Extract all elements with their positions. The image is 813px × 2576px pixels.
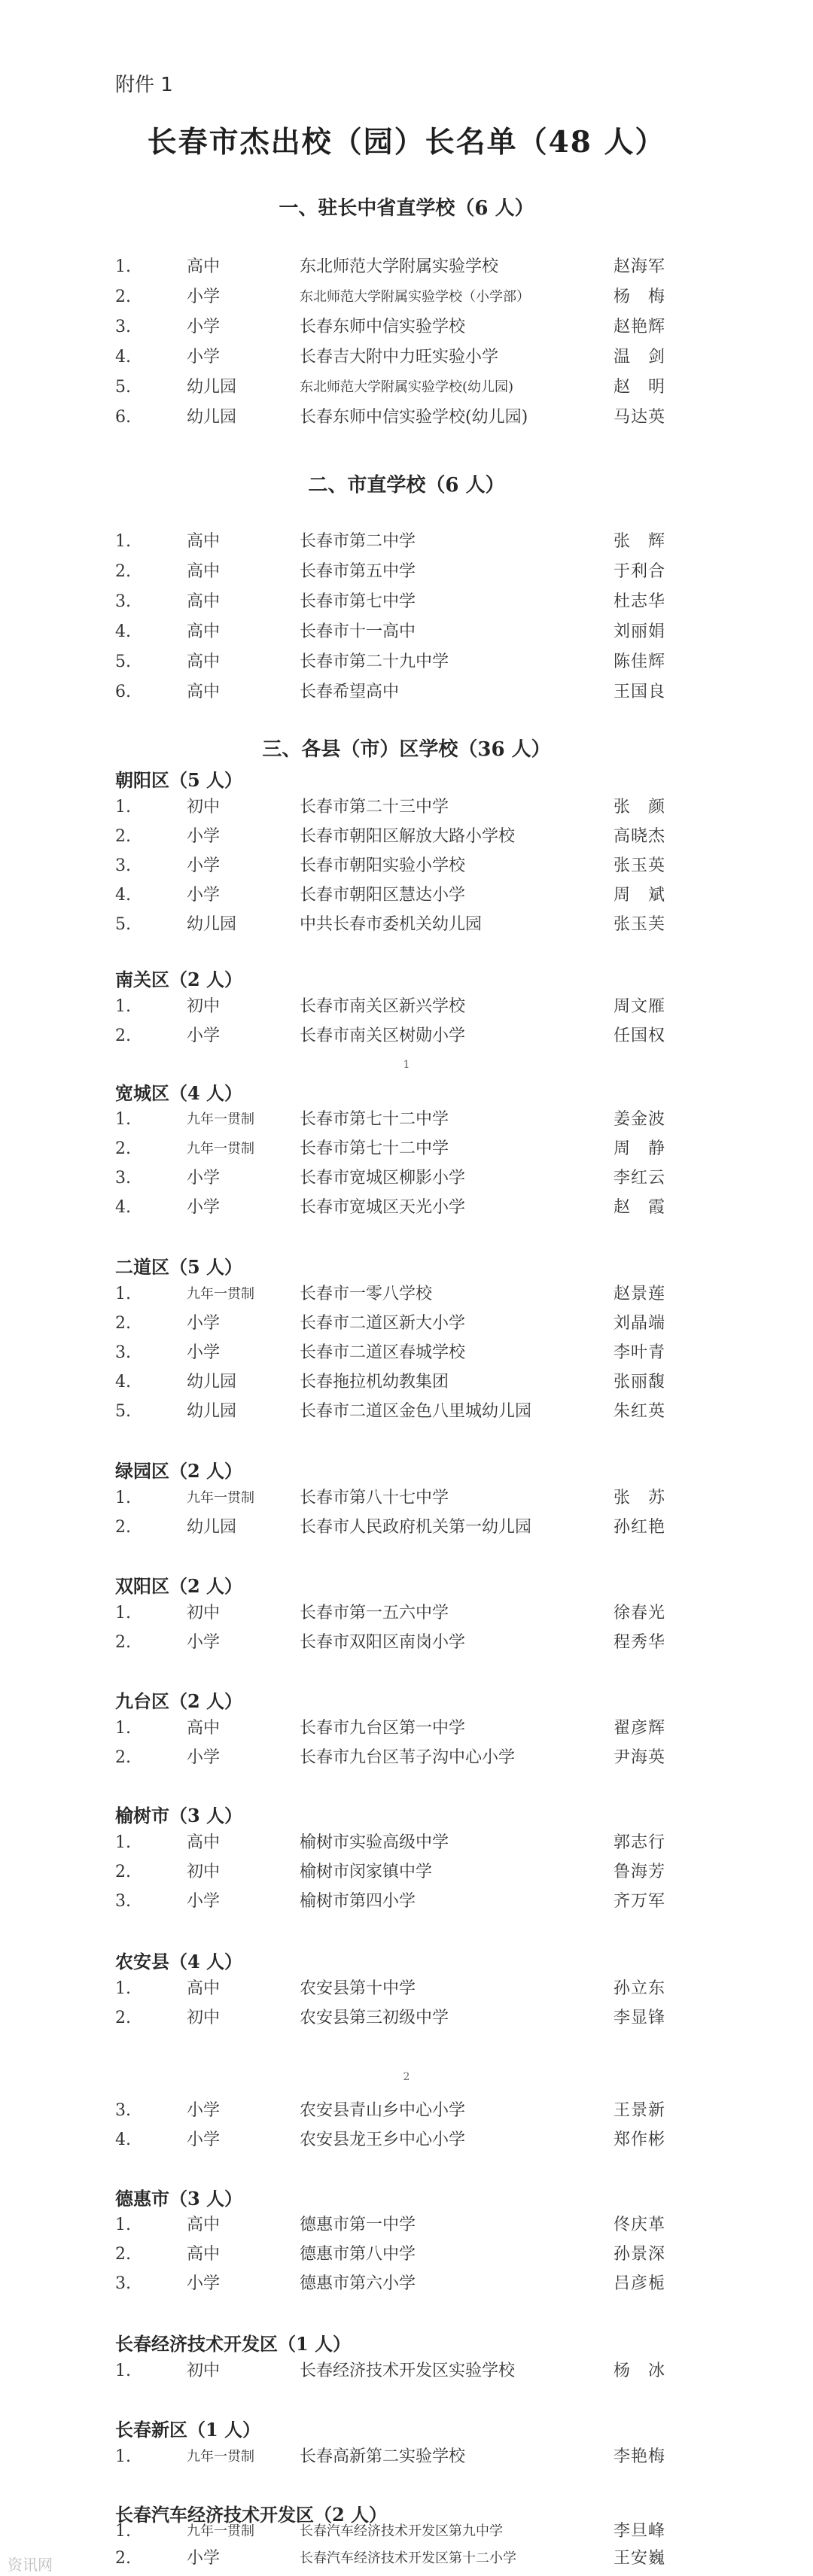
row-person: 孙红艳 bbox=[614, 1518, 666, 1537]
row-level: 九年一贯制 bbox=[187, 1141, 254, 1157]
table-row bbox=[0, 1164, 813, 1193]
table-row bbox=[0, 1744, 813, 1772]
row-level: 幼儿园 bbox=[187, 408, 237, 427]
row-school: 长春市第二中学 bbox=[300, 532, 416, 551]
row-number: 3. bbox=[115, 592, 131, 611]
row-school: 中共长春市委机关幼儿园 bbox=[300, 915, 483, 934]
row-number: 2. bbox=[115, 287, 131, 306]
row-school: 长春市二道区春城学校 bbox=[300, 1343, 466, 1362]
row-school: 长春市人民政府机关第一幼儿园 bbox=[300, 1518, 532, 1537]
row-level: 小学 bbox=[187, 2101, 221, 2120]
row-level: 小学 bbox=[187, 856, 221, 875]
row-number: 2. bbox=[115, 1863, 131, 1881]
attachment-label: 附件 1 bbox=[115, 74, 173, 96]
row-number: 2. bbox=[115, 2009, 131, 2027]
row-number: 1. bbox=[115, 257, 131, 276]
row-number: 4. bbox=[115, 886, 131, 905]
table-row bbox=[0, 1280, 813, 1309]
table-row bbox=[0, 618, 813, 646]
row-person: 赵 明 bbox=[614, 378, 666, 397]
district-heading: 双阳区（2 人） bbox=[115, 1575, 243, 1597]
table-row bbox=[0, 2211, 813, 2240]
row-number: 2. bbox=[115, 2245, 131, 2264]
row-level: 幼儿园 bbox=[187, 1518, 237, 1537]
row-person: 马达英 bbox=[614, 408, 666, 427]
table-row bbox=[0, 1829, 813, 1857]
table-row bbox=[0, 2004, 813, 2033]
row-person: 杨 梅 bbox=[614, 287, 666, 306]
table-row bbox=[0, 313, 813, 342]
row-number: 4. bbox=[115, 1373, 131, 1391]
row-person: 张玉芙 bbox=[614, 915, 666, 934]
table-row bbox=[0, 403, 813, 432]
row-level: 初中 bbox=[187, 2362, 221, 2380]
row-level: 小学 bbox=[187, 318, 221, 336]
section-heading-2: 二、市直学校（6 人） bbox=[308, 474, 505, 497]
row-number: 5. bbox=[115, 378, 131, 397]
row-school: 长春市南关区树勋小学 bbox=[300, 1026, 466, 1045]
row-number: 1. bbox=[115, 2447, 131, 2466]
row-person: 赵景莲 bbox=[614, 1285, 666, 1303]
section-heading-3: 三、各县（市）区学校（36 人） bbox=[262, 738, 551, 761]
row-level: 高中 bbox=[187, 683, 221, 701]
row-number: 2. bbox=[115, 1314, 131, 1333]
row-school: 德惠市第六小学 bbox=[300, 2274, 416, 2293]
row-school: 长春市十一高中 bbox=[300, 622, 416, 641]
row-person: 李艳梅 bbox=[614, 2447, 666, 2466]
row-school: 农安县龙王乡中心小学 bbox=[300, 2130, 466, 2149]
row-level: 小学 bbox=[187, 1169, 221, 1188]
row-school: 长春市第二十九中学 bbox=[300, 652, 449, 671]
row-number: 4. bbox=[115, 348, 131, 366]
row-school: 长春市朝阳实验小学校 bbox=[300, 856, 466, 875]
district-heading: 绿园区（2 人） bbox=[115, 1460, 243, 1482]
row-school: 长春市一零八学校 bbox=[300, 1285, 433, 1303]
row-number: 4. bbox=[115, 622, 131, 641]
row-level: 小学 bbox=[187, 1314, 221, 1333]
row-person: 周 斌 bbox=[614, 886, 666, 905]
table-row bbox=[0, 2357, 813, 2386]
table-row bbox=[0, 253, 813, 281]
row-number: 2. bbox=[115, 1518, 131, 1537]
row-person: 张 苏 bbox=[614, 1489, 666, 1507]
table-row bbox=[0, 588, 813, 616]
table-row bbox=[0, 558, 813, 586]
row-level: 幼儿园 bbox=[187, 1402, 237, 1421]
table-row bbox=[0, 1513, 813, 1542]
row-number: 2. bbox=[115, 827, 131, 846]
row-school: 长春希望高中 bbox=[300, 683, 400, 701]
row-level: 小学 bbox=[187, 1748, 221, 1767]
row-level: 高中 bbox=[187, 1719, 221, 1738]
row-person: 程秀华 bbox=[614, 1633, 666, 1652]
row-person: 李显锋 bbox=[614, 2009, 666, 2027]
district-heading: 榆树市（3 人） bbox=[115, 1805, 243, 1826]
row-number: 5. bbox=[115, 652, 131, 671]
table-row bbox=[0, 1714, 813, 1743]
row-number: 3. bbox=[115, 1343, 131, 1362]
row-school: 东北师范大学附属实验学校 bbox=[300, 257, 499, 276]
table-row bbox=[0, 1858, 813, 1887]
row-level: 九年一贯制 bbox=[187, 2523, 254, 2539]
row-person: 齐万军 bbox=[614, 1892, 666, 1911]
row-person: 佟庆革 bbox=[614, 2216, 666, 2234]
row-number: 4. bbox=[115, 1198, 131, 1217]
row-school: 长春东师中信实验学校(幼儿园) bbox=[300, 408, 528, 427]
row-person: 周 静 bbox=[614, 1139, 666, 1158]
row-school: 长春市第二十三中学 bbox=[300, 798, 449, 817]
row-number: 1. bbox=[115, 798, 131, 817]
table-row bbox=[0, 678, 813, 707]
row-level: 高中 bbox=[187, 257, 221, 276]
row-person: 徐春光 bbox=[614, 1604, 666, 1623]
row-school: 长春市第五中学 bbox=[300, 562, 416, 581]
row-school: 榆树市第四小学 bbox=[300, 1892, 416, 1911]
table-row bbox=[0, 2126, 813, 2155]
row-school: 长春市二道区金色八里城幼儿园 bbox=[300, 1402, 532, 1421]
row-school: 长春市九台区第一中学 bbox=[300, 1719, 466, 1738]
row-person: 鲁海芳 bbox=[614, 1863, 666, 1881]
row-school: 长春市宽城区柳影小学 bbox=[300, 1169, 466, 1188]
row-number: 3. bbox=[115, 1169, 131, 1188]
row-number: 1. bbox=[115, 2522, 131, 2541]
table-row bbox=[0, 1368, 813, 1397]
row-school: 长春汽车经济技术开发区第九中学 bbox=[300, 2523, 503, 2539]
row-number: 4. bbox=[115, 2130, 131, 2149]
row-number: 2. bbox=[115, 1748, 131, 1767]
table-row bbox=[0, 2097, 813, 2125]
row-person: 张丽馥 bbox=[614, 1373, 666, 1391]
table-row bbox=[0, 1397, 813, 1426]
row-level: 初中 bbox=[187, 2009, 221, 2027]
district-heading: 农安县（4 人） bbox=[115, 1951, 243, 1972]
row-number: 1. bbox=[115, 532, 131, 551]
table-row bbox=[0, 1629, 813, 1657]
row-person: 孙景深 bbox=[614, 2245, 666, 2264]
district-heading: 朝阳区（5 人） bbox=[115, 769, 243, 791]
row-school: 长春高新第二实验学校 bbox=[300, 2447, 466, 2466]
row-level: 初中 bbox=[187, 798, 221, 817]
row-level: 小学 bbox=[187, 1198, 221, 1217]
row-number: 5. bbox=[115, 1402, 131, 1421]
row-level: 小学 bbox=[187, 287, 221, 306]
table-row bbox=[0, 648, 813, 677]
row-number: 6. bbox=[115, 408, 131, 427]
table-row bbox=[0, 911, 813, 939]
row-school: 长春市九台区苇子沟中心小学 bbox=[300, 1748, 516, 1767]
table-row bbox=[0, 2544, 813, 2573]
row-level: 九年一贯制 bbox=[187, 1490, 254, 1506]
row-level: 小学 bbox=[187, 1892, 221, 1911]
row-person: 翟彦辉 bbox=[614, 1719, 666, 1738]
row-number: 2. bbox=[115, 562, 131, 581]
row-school: 长春市第一五六中学 bbox=[300, 1604, 449, 1623]
row-person: 张 颜 bbox=[614, 798, 666, 817]
district-heading: 长春汽车经济技术开发区（2 人） bbox=[115, 2504, 388, 2526]
row-number: 1. bbox=[115, 1604, 131, 1623]
row-school: 长春市第七中学 bbox=[300, 592, 416, 611]
row-person: 王安巍 bbox=[614, 2549, 666, 2568]
row-number: 3. bbox=[115, 2101, 131, 2120]
row-level: 九年一贯制 bbox=[187, 2449, 254, 2465]
row-level: 高中 bbox=[187, 532, 221, 551]
row-number: 1. bbox=[115, 1719, 131, 1738]
table-row bbox=[0, 1887, 813, 1916]
table-row bbox=[0, 283, 813, 312]
row-number: 3. bbox=[115, 2274, 131, 2293]
row-school: 长春市南关区新兴学校 bbox=[300, 997, 466, 1016]
table-row bbox=[0, 823, 813, 851]
page-title: 长春市杰出校（园）长名单（48 人） bbox=[147, 125, 666, 160]
row-person: 周文雁 bbox=[614, 997, 666, 1016]
row-level: 小学 bbox=[187, 1633, 221, 1652]
row-person: 姜金波 bbox=[614, 1110, 666, 1129]
table-row bbox=[0, 2443, 813, 2471]
row-school: 德惠市第八中学 bbox=[300, 2245, 416, 2264]
table-row bbox=[0, 793, 813, 822]
row-level: 幼儿园 bbox=[187, 1373, 237, 1391]
row-number: 1. bbox=[115, 2216, 131, 2234]
row-school: 长春市第七十二中学 bbox=[300, 1110, 449, 1129]
page-number: 2 bbox=[403, 2071, 410, 2083]
row-school: 长春市朝阳区慧达小学 bbox=[300, 886, 466, 905]
row-school: 长春经济技术开发区实验学校 bbox=[300, 2362, 516, 2380]
row-person: 杨 冰 bbox=[614, 2362, 666, 2380]
row-level: 小学 bbox=[187, 2130, 221, 2149]
district-heading: 宽城区（4 人） bbox=[115, 1082, 243, 1104]
row-person: 王国良 bbox=[614, 683, 666, 701]
table-row bbox=[0, 1309, 813, 1338]
row-number: 1. bbox=[115, 1979, 131, 1998]
row-number: 3. bbox=[115, 1892, 131, 1911]
row-school: 长春吉大附中力旺实验小学 bbox=[300, 348, 499, 366]
row-person: 赵艳辉 bbox=[614, 318, 666, 336]
row-level: 小学 bbox=[187, 1026, 221, 1045]
row-number: 1. bbox=[115, 1489, 131, 1507]
row-person: 任国权 bbox=[614, 1026, 666, 1045]
row-number: 1. bbox=[115, 1833, 131, 1852]
row-level: 高中 bbox=[187, 1833, 221, 1852]
row-number: 6. bbox=[115, 683, 131, 701]
row-school: 东北师范大学附属实验学校(幼儿园) bbox=[300, 379, 514, 395]
row-level: 高中 bbox=[187, 2216, 221, 2234]
row-level: 九年一贯制 bbox=[187, 1286, 254, 1302]
row-person: 张玉英 bbox=[614, 856, 666, 875]
table-row bbox=[0, 1106, 813, 1134]
table-row bbox=[0, 1339, 813, 1367]
row-school: 东北师范大学附属实验学校（小学部） bbox=[300, 289, 530, 305]
row-person: 刘晶端 bbox=[614, 1314, 666, 1333]
row-number: 3. bbox=[115, 856, 131, 875]
row-school: 德惠市第一中学 bbox=[300, 2216, 416, 2234]
table-row bbox=[0, 852, 813, 880]
row-level: 高中 bbox=[187, 622, 221, 641]
row-level: 小学 bbox=[187, 2274, 221, 2293]
row-person: 温 剑 bbox=[614, 348, 666, 366]
row-level: 小学 bbox=[187, 1343, 221, 1362]
table-row bbox=[0, 1599, 813, 1628]
row-level: 高中 bbox=[187, 1979, 221, 1998]
row-person: 朱红英 bbox=[614, 1402, 666, 1421]
table-row bbox=[0, 993, 813, 1021]
row-person: 李红云 bbox=[614, 1169, 666, 1188]
row-number: 1. bbox=[115, 1110, 131, 1129]
row-number: 5. bbox=[115, 915, 131, 934]
row-number: 1. bbox=[115, 1285, 131, 1303]
row-number: 1. bbox=[115, 2362, 131, 2380]
district-heading: 长春新区（1 人） bbox=[115, 2419, 261, 2441]
section-heading-1: 一、驻长中省直学校（6 人） bbox=[279, 197, 534, 220]
table-row bbox=[0, 1135, 813, 1163]
row-person: 尹海英 bbox=[614, 1748, 666, 1767]
table-row bbox=[0, 1194, 813, 1222]
row-number: 2. bbox=[115, 1139, 131, 1158]
row-level: 幼儿园 bbox=[187, 378, 237, 397]
table-row bbox=[0, 2240, 813, 2269]
row-number: 2. bbox=[115, 2549, 131, 2568]
row-school: 长春东师中信实验学校 bbox=[300, 318, 466, 336]
row-school: 榆树市闵家镇中学 bbox=[300, 1863, 433, 1881]
row-person: 刘丽娟 bbox=[614, 622, 666, 641]
row-school: 长春市宽城区天光小学 bbox=[300, 1198, 466, 1217]
row-person: 赵海军 bbox=[614, 257, 666, 276]
district-heading: 九台区（2 人） bbox=[115, 1690, 243, 1712]
watermark-text: 资讯网 bbox=[8, 2556, 53, 2574]
row-person: 张 辉 bbox=[614, 532, 666, 551]
row-level: 九年一贯制 bbox=[187, 1112, 254, 1127]
row-level: 高中 bbox=[187, 562, 221, 581]
row-number: 1. bbox=[115, 997, 131, 1016]
table-row bbox=[0, 2517, 813, 2546]
row-person: 郑作彬 bbox=[614, 2130, 666, 2149]
row-level: 初中 bbox=[187, 997, 221, 1016]
row-level: 小学 bbox=[187, 2549, 221, 2568]
row-school: 榆树市实验高级中学 bbox=[300, 1833, 449, 1852]
row-person: 陈佳辉 bbox=[614, 652, 666, 671]
row-school: 长春市朝阳区解放大路小学校 bbox=[300, 827, 516, 846]
row-level: 幼儿园 bbox=[187, 915, 237, 934]
table-row bbox=[0, 1484, 813, 1513]
row-person: 李旦峰 bbox=[614, 2522, 666, 2541]
district-heading: 长春经济技术开发区（1 人） bbox=[115, 2333, 352, 2355]
row-school: 长春汽车经济技术开发区第十二小学 bbox=[300, 2550, 516, 2566]
district-heading: 德惠市（3 人） bbox=[115, 2188, 243, 2210]
row-person: 杜志华 bbox=[614, 592, 666, 611]
table-row bbox=[0, 343, 813, 372]
row-school: 农安县第三初级中学 bbox=[300, 2009, 449, 2027]
row-number: 3. bbox=[115, 318, 131, 336]
table-row bbox=[0, 373, 813, 402]
page-number: 1 bbox=[403, 1059, 410, 1071]
row-school: 长春市第八十七中学 bbox=[300, 1489, 449, 1507]
row-number: 2. bbox=[115, 1026, 131, 1045]
row-school: 农安县青山乡中心小学 bbox=[300, 2101, 466, 2120]
row-school: 长春市双阳区南岗小学 bbox=[300, 1633, 466, 1652]
row-school: 长春市二道区新大小学 bbox=[300, 1314, 466, 1333]
row-level: 初中 bbox=[187, 1863, 221, 1881]
table-row bbox=[0, 881, 813, 910]
row-school: 长春拖拉机幼教集团 bbox=[300, 1373, 449, 1391]
row-person: 吕彦栀 bbox=[614, 2274, 666, 2293]
row-person: 王景新 bbox=[614, 2101, 666, 2120]
table-row bbox=[0, 1975, 813, 2003]
row-school: 长春市第七十二中学 bbox=[300, 1139, 449, 1158]
row-number: 2. bbox=[115, 1633, 131, 1652]
row-level: 高中 bbox=[187, 592, 221, 611]
row-person: 郭志行 bbox=[614, 1833, 666, 1852]
row-level: 高中 bbox=[187, 652, 221, 671]
row-person: 于利合 bbox=[614, 562, 666, 581]
district-heading: 二道区（5 人） bbox=[115, 1256, 243, 1278]
table-row bbox=[0, 1022, 813, 1051]
table-row bbox=[0, 2270, 813, 2298]
row-level: 小学 bbox=[187, 886, 221, 905]
table-row bbox=[0, 528, 813, 556]
row-level: 小学 bbox=[187, 348, 221, 366]
row-person: 赵 霞 bbox=[614, 1198, 666, 1217]
row-level: 高中 bbox=[187, 2245, 221, 2264]
district-heading: 南关区（2 人） bbox=[115, 969, 243, 990]
row-school: 农安县第十中学 bbox=[300, 1979, 416, 1998]
row-person: 李叶青 bbox=[614, 1343, 666, 1362]
row-level: 小学 bbox=[187, 827, 221, 846]
row-person: 高晓杰 bbox=[614, 827, 666, 846]
row-person: 孙立东 bbox=[614, 1979, 666, 1998]
row-level: 初中 bbox=[187, 1604, 221, 1623]
